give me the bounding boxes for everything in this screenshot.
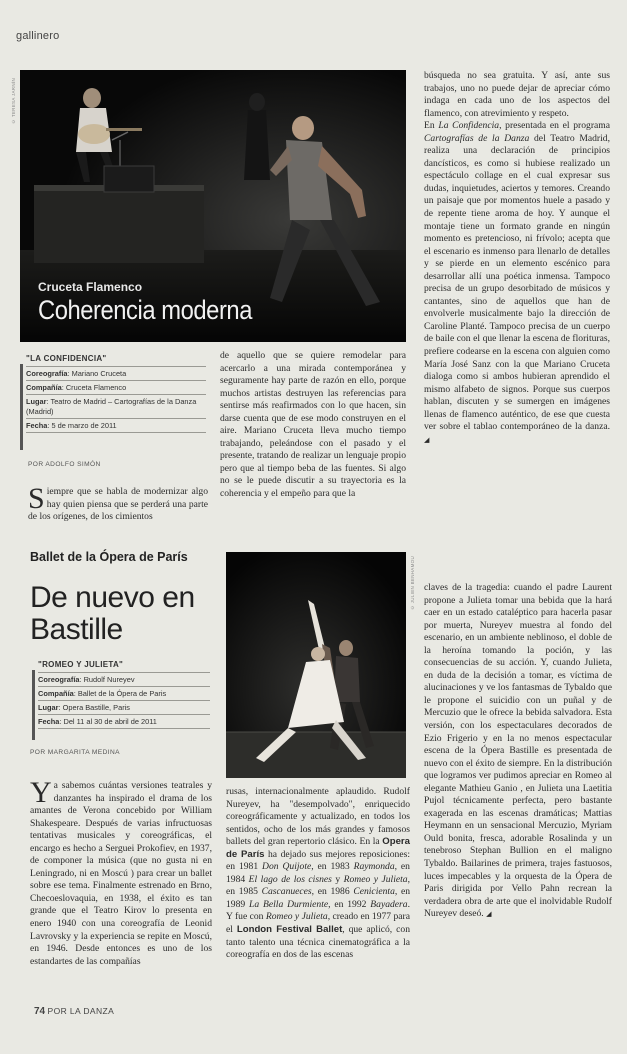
info-row: Fecha: 5 de marzo de 2011 [26,418,206,433]
article1-photo-credit: © TERESA JARNÍN [11,78,16,124]
article1-kicker: Cruceta Flamenco [38,280,143,294]
article1-col1: Siempre que se habla de modernizar algo hay quien piensa que se perderá una parte de los orígenes, de los cimientos [28,482,208,523]
article2-col3: claves de la tragedia: cuando el padre Laurent propone a Julieta tomar una bebida que la hará caer en un estado cataléptico para hacerla pasar por muerta, Nureyev muestra al fondo del escenario, en un ambiente neblinoso, el doble de la heroína tomando la poción, y las consecuencias de su acción. Y, cuando Julieta, en duda de la decisión a tomar, es víctima de alucinaciones y ve los fantasmas de Tybaldo que le propone el suicidio con un puñal y de Mercuzio que le ofrece la bebida salvadora. Esta versión, con los espectaculares decorados de Ezio Frigerio y en la no menos espectacular escena de la Ópera Bastille es presentada de nuevo con el éxito de siempre. En la distribución que logramos ver pudimos apreciar en Romeo al elegante Mathieu Ganio , en Julieta una Laetitia Pujol técnicamente perfecta, pero bastante exagerada en las escenas dramáticas; Mattias Heymann en un sensacional Mercuzio, Myriam Ould bonita, fresca, adorable Rosalinda y un tenebroso Stephan Bullion en el maligno Tybaldo. Bailarines de primera, trajes fastuosos, luces impecables y la orquesta de la Ópera de Paris dirigida por Vello Pahn recrean la verdadera obra de arte que el inolvidable Rudolf Nureyev deseó. ◢ [424,582,612,920]
page-number: 74 [34,1006,46,1017]
article1-col2: de aquello que se quiere remodelar para acercarlo a una mirada contemporánea y seguramente hay parte de razón en ello, porque muchos artistas destruyen las referencias para sentirse más reafirmados con lo que hacen, sin darse cuenta que de ese modo construyen en el aire. Mariano Cruceta lleva mucho tiempo trabajando, peleándose con el pasado y el presente, tratando de realizar un lenguaje propio pero que al tiempo beba de las fuentes. Si algo no se le puede discutir a su trayectoria es la coherencia y el empeño para que la [220,350,406,500]
ballet-photo-illustration [226,552,406,778]
article2-title: De nuevo en Bastille [30,581,195,646]
article2-photo [226,552,406,778]
info-row: Coreografía: Mariano Cruceta [26,366,206,380]
info-row: Coreografía: Rudolf Nureyev [38,672,210,686]
info-row: Fecha: Del 11 al 30 de abril de 2011 [38,714,210,729]
article1-dropcap: S [28,482,45,515]
article2-kicker: Ballet de la Ópera de París [30,550,188,564]
info-box-bar [20,364,23,450]
info-row: Compañía: Ballet de la Ópera de Paris [38,686,210,700]
article2-byline: POR MARGARITA MEDINA [30,749,120,756]
article2-info-title: "ROMEO Y JULIETA" [38,660,124,669]
article1-info-box [26,354,206,433]
article1-col3: búsqueda no sea gratuita. Y así, ante sus trabajos, uno no puede dejar de apreciar cómo indaga en cada uno de los aspectos del flamenco, con atrevimiento y respeto. En La Confidencia, presentada en el programa Cartografías de la Danza del Teatro Madrid, realiza una declaración de principios dancísticos, es como si hubiese realizado un espectáculo collage en el cual expresar sus dudas, inquietudes, aciertos y temores. Creando un paisaje que por momentos huele a pasado y de repente tiene aroma de hoy. Y aunque el montaje tiene un formato grande en ningún momento es pretencioso, ni frívolo; acepta que el escenario es inmenso para llenarlo de detalles y se pierde en un elemento escénico para desarrollar allí una poética inmensa. Tampoco precisa de un grupo desorbitado de músicos y cantantes, sino de aquellos que han de envolverle musicalmente bajo la dirección de Caroline Planté. Tampoco precisa de un cuerpo de baile con el que llenar la escena de florituras, prefiere codearse en la escena con alguien como María José Sanz con la que Mariano Cruceta dialoga como si ambos hubieran aprendido el mismo alfabeto de signos. Porque sus cuerpos hablan, discuten y se sumergen en imágenes llenas de flamenco auténtico, de ese que cuesta ver sobre el tablao contemporáneo de la danza. ◢ [424,70,610,444]
article2-col1: Ya sabemos cuántas versiones teatrales y danzantes ha inspirado el drama de los amantes de Verona concebido por William Shakespeare. Después de varias infructuosas tentativas musicales y coreográficas, el encargo es hecho a Serguei Prokofiev, en 1937, de componer la música (que no gusta ni en Leningrado, ni en Moscú ) para crear un ballet sobre ese tema. Finalmente estrenado en Brno, Checoeslovaquia, en 1938, el éxito es tan grande que el Teatro Kirov lo presenta en enero 1940 con una coreografía de Leonid Lavrovsky y la experiencia se repite en Moscú, en 1946. Desde entonces es uno de los estandartes de las compañías [30,776,212,967]
section-label: gallinero [16,30,60,42]
article2-photo-credit: © JULIEN BENHAMOU [410,556,415,611]
info-row: Lugar: Teatro de Madrid – Cartografías de la Danza (Madrid) [26,394,206,418]
article1-info-title: "LA CONFIDENCIA" [26,354,107,363]
end-mark-icon: ◢ [424,435,430,444]
page-footer [34,1006,114,1017]
article1-title: Coherencia moderna [38,295,252,325]
article2-dropcap: Y [30,776,52,809]
article2-info-box [38,660,210,729]
magazine-name: POR LA DANZA [47,1006,115,1016]
article1-byline: POR ADOLFO SIMÓN [28,461,101,468]
end-mark-icon: ◢ [486,910,492,919]
article2-col2: rusas, internacionalmente aplaudido. Rudolf Nureyev, ha "desempolvado", enriquecido coreográficamente y actualizado, en todos los sentidos, ocho de los más grandes y famosos ballets del gran repertorio clásico. En la Opera de París ha dejado sus mejores reposiciones: en 1981 Don Quijote, en 1983 Raymonda, en 1984 El lago de los cisnes y Romeo y Julieta, en 1985 Cascanueces, en 1986 Cenicienta, en 1989 La Bella Durmiente, en 1992 Bayadera. Y fue con Romeo y Julieta, creado en 1977 para el London Festival Ballet, que aplicó, con tanto talento una técnica cinematográfica a la coreografía en dos de las escenas [226,786,411,961]
info-box-bar [32,670,35,740]
info-row: Compañía: Cruceta Flamenco [26,380,206,394]
info-row: Lugar: Opera Bastille, Paris [38,700,210,714]
